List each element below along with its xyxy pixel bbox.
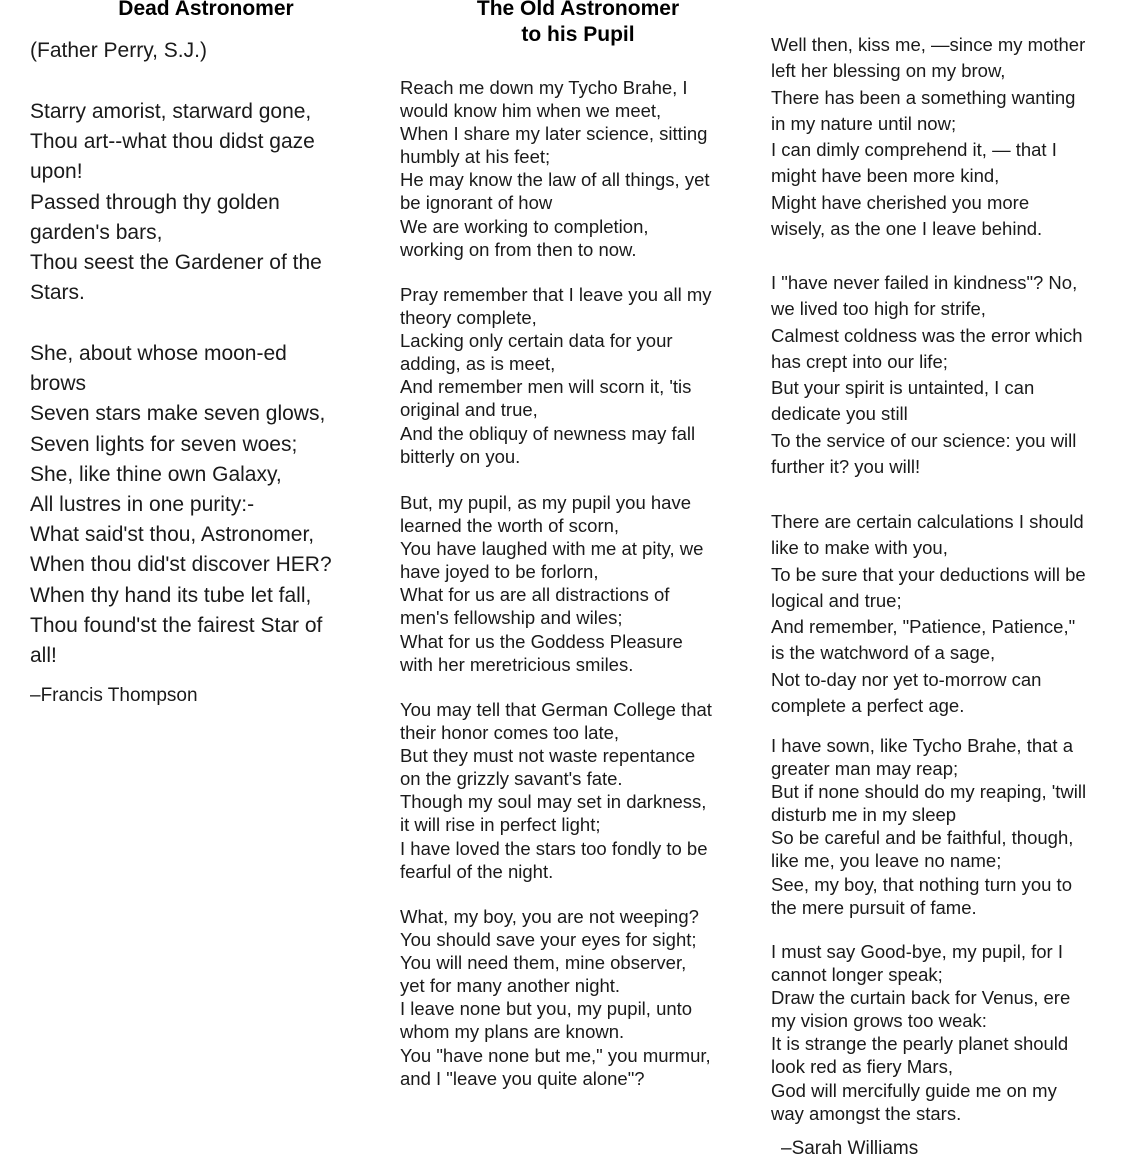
poem-line: To be sure that your deductions will be: [771, 563, 1086, 585]
poem-line: look red as fiery Mars,: [771, 1056, 953, 1078]
poem-title-line: to his Pupil: [521, 23, 635, 46]
poem-line: Passed through thy golden: [30, 190, 280, 214]
poem-line: we lived too high for strife,: [771, 298, 986, 320]
poem-title: [400, 0, 756, 48]
poem-line: fearful of the night.: [400, 860, 554, 882]
poem-line: complete a perfect age.: [771, 695, 965, 717]
poem-line: She, about whose moon-ed: [30, 342, 287, 365]
poem-line: like me, you leave no name;: [771, 850, 1002, 872]
poem-line: Seven stars make seven glows,: [30, 402, 326, 426]
poem-line: brows: [30, 372, 87, 396]
stanza: [400, 698, 712, 883]
poem-line: You should save your eyes for sight;: [400, 929, 697, 951]
stanza: [30, 97, 322, 308]
poem-line: adding, as is meet,: [400, 353, 556, 375]
poem-title: Dead Astronomer: [118, 0, 294, 20]
poem-line: Though my soul may set in darkness,: [400, 791, 707, 813]
poem-line: men's fellowship and wiles;: [400, 607, 623, 629]
poem-title-line: The Old Astronomer: [476, 0, 680, 20]
poem-dedication: (Father Perry, S.J.): [30, 39, 207, 62]
poem-line: wisely, as the one I leave behind.: [771, 218, 1043, 240]
poem-line: is the watchword of a sage,: [771, 642, 996, 664]
poem-line: But if none should do my reaping, 'twill: [771, 781, 1087, 803]
stanza: [771, 32, 1085, 242]
poem-line: all!: [30, 644, 57, 668]
stanza: [400, 76, 710, 261]
poem-line: might have been more kind,: [771, 165, 1000, 187]
poem-line: I must say Good-bye, my pupil, for I: [771, 941, 1063, 962]
poem-line: have joyed to be forlorn,: [400, 561, 599, 583]
poem-line: way amongst the stars.: [771, 1102, 962, 1124]
poem-line: You "have none but me," you murmur,: [400, 1044, 711, 1066]
poem-line: further it? you will!: [771, 456, 921, 478]
poem-line: has crept into our life;: [771, 350, 948, 372]
poem-line: Thou found'st the fairest Star of: [30, 613, 323, 637]
poem-line: When thou did'st discover HER?: [30, 553, 332, 577]
poem-author: –Francis Thompson: [30, 685, 198, 706]
poem-line: All lustres in one purity:-: [30, 493, 255, 517]
poem-line: Pray remember that I leave you all my: [400, 284, 712, 305]
stanza: [771, 270, 1083, 480]
poem-line: like to make with you,: [771, 537, 948, 559]
poem-line: Draw the curtain back for Venus, ere: [771, 987, 1071, 1009]
poem-line: I can dimly comprehend it, — that I: [771, 139, 1057, 161]
poem-line: Seven lights for seven woes;: [30, 432, 298, 456]
poem-line: You may tell that German College that: [400, 699, 712, 720]
poem-line: greater man may reap;: [771, 758, 959, 780]
poem-line: He may know the law of all things, yet: [400, 169, 710, 191]
poem-line: You will need them, mine observer,: [400, 952, 687, 974]
poem-line: Thou seest the Gardener of the: [30, 251, 322, 275]
poem-line: What, my boy, you are not weeping?: [400, 906, 699, 927]
poem-line: their honor comes too late,: [400, 722, 620, 744]
stanza: [771, 940, 1070, 1125]
poem-line: Lacking only certain data for your: [400, 330, 673, 352]
poem-line: Might have cherished you more: [771, 191, 1030, 213]
poem-line: and I "leave you quite alone"?: [400, 1067, 645, 1089]
poem-line: There are certain calculations I should: [771, 511, 1084, 532]
poem-line: dedicate you still: [771, 403, 908, 425]
poem-line: be ignorant of how: [400, 192, 553, 214]
poem-line: logical and true;: [771, 589, 902, 611]
poem-line: Reach me down my Tycho Brahe, I: [400, 77, 688, 98]
poem-line: What for us the Goddess Pleasure: [400, 630, 683, 652]
poem-line: And remember men will scorn it, 'tis: [400, 376, 692, 398]
poem-line: original and true,: [400, 399, 538, 421]
poem-line: I have sown, like Tycho Brahe, that a: [771, 735, 1073, 756]
poem-line: left her blessing on my brow,: [771, 60, 1006, 82]
poem-line: Stars.: [30, 281, 85, 305]
poem-line: in my nature until now;: [771, 112, 957, 134]
poem-line: So be careful and be faithful, though,: [771, 827, 1074, 849]
poem-line: But, my pupil, as my pupil you have: [400, 492, 692, 513]
stanza: [30, 339, 332, 671]
poem-line: And remember, "Patience, Patience,": [771, 616, 1076, 638]
poem-line: There has been a something wanting: [771, 86, 1076, 108]
poem-line: She, like thine own Galaxy,: [30, 462, 282, 486]
poem-line: Well then, kiss me, —since my mother: [771, 34, 1086, 55]
poem-line: my vision grows too weak:: [771, 1010, 987, 1032]
poem-line: with her meretricious smiles.: [400, 653, 634, 675]
poem-line: whom my plans are known.: [400, 1021, 625, 1043]
poem-line: But your spirit is untainted, I can: [771, 377, 1035, 399]
poem-line: Calmest coldness was the error which: [771, 324, 1083, 346]
poem-line: Thou art--what thou didst gaze: [30, 130, 315, 154]
poem-line: theory complete,: [400, 307, 537, 329]
poem-line: humbly at his feet;: [400, 146, 551, 168]
poem-line: learned the worth of scorn,: [400, 515, 620, 537]
stanza: [771, 734, 1086, 919]
poem-line: But they must not waste repentance: [400, 745, 696, 767]
poem-line: And the obliquy of newness may fall: [400, 422, 696, 444]
poem-line: To the service of our science: you will: [771, 429, 1077, 451]
poem-line: working on from then to now.: [400, 238, 637, 260]
poem-line: See, my boy, that nothing turn you to: [771, 873, 1072, 895]
poem-line: We are working to completion,: [400, 215, 649, 237]
poem-line: I have loved the stars too fondly to be: [400, 837, 708, 859]
stanza: [400, 491, 703, 676]
poem-line: the mere pursuit of fame.: [771, 896, 977, 918]
poem-line: yet for many another night.: [400, 975, 621, 997]
poem-line: garden's bars,: [30, 220, 163, 244]
poem-line: upon!: [30, 160, 83, 184]
poem-line: When I share my later science, sitting: [400, 123, 708, 145]
poem-line: would know him when we meet,: [400, 100, 662, 122]
poem-line: Not to-day nor yet to-morrow can: [771, 668, 1042, 690]
poem-line: it will rise in perfect light;: [400, 814, 601, 836]
poem-line: I leave none but you, my pupil, unto: [400, 998, 693, 1020]
poem-line: on the grizzly savant's fate.: [400, 768, 623, 790]
stanza: [400, 283, 712, 468]
poem-line: When thy hand its tube let fall,: [30, 583, 312, 607]
poem-line: Starry amorist, starward gone,: [30, 100, 312, 123]
poem-line: bitterly on you.: [400, 445, 521, 467]
poem-line: What for us are all distractions of: [400, 584, 670, 606]
poem-line: God will mercifully guide me on my: [771, 1079, 1057, 1101]
poem-line: I "have never failed in kindness"? No,: [771, 272, 1078, 293]
stanza: [771, 509, 1086, 719]
poem-line: What said'st thou, Astronomer,: [30, 523, 315, 547]
poem-line: It is strange the pearly planet should: [771, 1033, 1069, 1055]
poem-line: cannot longer speak;: [771, 964, 943, 986]
poem-author: –Sarah Williams: [781, 1138, 919, 1159]
poem-line: You have laughed with me at pity, we: [400, 538, 704, 560]
stanza: [400, 905, 711, 1090]
poem-line: disturb me in my sleep: [771, 804, 957, 826]
